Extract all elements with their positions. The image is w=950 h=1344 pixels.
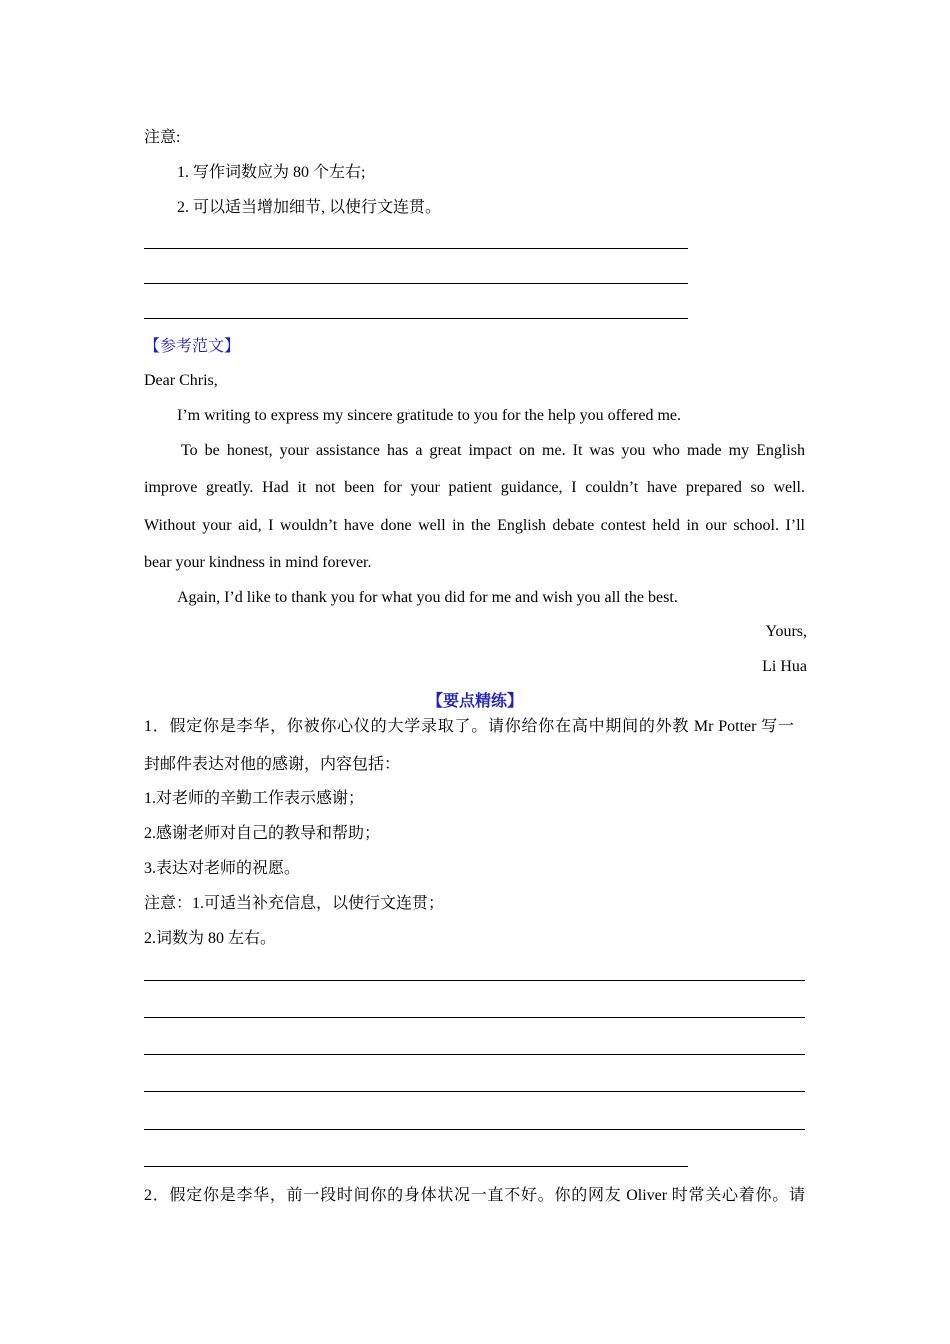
- answer-line: [144, 1091, 805, 1092]
- letter-paragraph-1: I’m writing to express my sincere gratitude to you for the help you offered me.: [177, 407, 682, 424]
- notice-item-1: 1. 写作词数应为 80 个左右;: [177, 164, 366, 181]
- question-1-point-2: 2.感谢老师对自己的教导和帮助；: [144, 825, 381, 842]
- question-1-point-1: 1.对老师的辛勤工作表示感谢；: [144, 790, 365, 807]
- letter-paragraph-2-line: To be honest, your assistance has a great impact on me. It was you who made my English: [181, 442, 805, 459]
- answer-line: [144, 283, 688, 284]
- letter-closing: Yours,: [765, 623, 807, 640]
- answer-line: [144, 318, 688, 319]
- letter-paragraph-2-line: improve greatly. Had it not been for your patient guidance, I couldn’t have prepared so well.: [144, 479, 805, 496]
- practice-heading: 【要点精练】: [426, 693, 523, 710]
- answer-line: [144, 980, 805, 981]
- letter-paragraph-2-line: bear your kindness in mind forever.: [144, 554, 372, 571]
- letter-greeting: Dear Chris,: [144, 372, 218, 389]
- question-1-prompt-line: 封邮件表达对他的感谢，内容包括：: [144, 756, 401, 773]
- answer-line: [144, 1166, 688, 1167]
- answer-line: [144, 1129, 805, 1130]
- answer-line: [144, 1054, 805, 1055]
- answer-line: [144, 248, 688, 249]
- notice-heading: 注意:: [144, 129, 181, 146]
- letter-paragraph-2-line: Without your aid, I wouldn’t have done well in the English debate contest held in our school. I’ll: [144, 517, 805, 534]
- letter-signature: Li Hua: [762, 658, 807, 675]
- question-1-prompt-line: 1．假定你是李华，你被你心仪的大学录取了。请你给你在高中期间的外教 Mr Potter 写一: [144, 718, 794, 735]
- question-1-note: 注意：1.可适当补充信息，以使行文连贯；: [144, 895, 445, 912]
- answer-line: [144, 1017, 805, 1018]
- letter-paragraph-3: Again, I’d like to thank you for what you did for me and wish you all the best.: [177, 589, 678, 606]
- question-1-point-3: 3.表达对老师的祝愿。: [144, 860, 301, 877]
- question-2-prompt-line: 2．假定你是李华，前一段时间你的身体状况一直不好。你的网友 Oliver 时常关心着你。请: [144, 1187, 805, 1204]
- sample-heading: 【参考范文】: [144, 338, 241, 355]
- question-1-word-count: 2.词数为 80 左右。: [144, 930, 277, 947]
- notice-item-2: 2. 可以适当增加细节, 以使行文连贯。: [177, 199, 442, 216]
